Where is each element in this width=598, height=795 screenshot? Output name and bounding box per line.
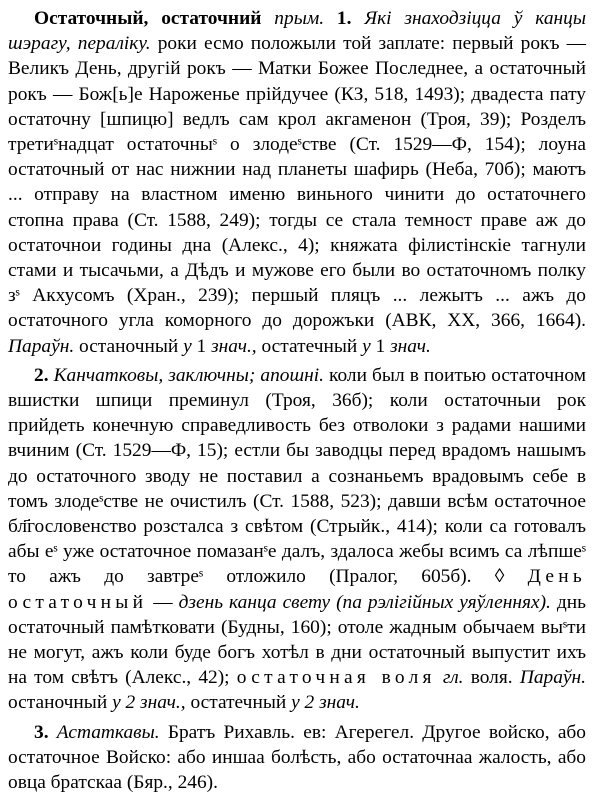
entry-text-fragment: у 2 знач. <box>291 692 360 714</box>
entry-text-fragment <box>324 8 337 29</box>
entry-text-fragment: Параўн. <box>8 335 75 357</box>
entry-text-fragment: останочный <box>74 335 184 357</box>
entry-text-fragment: Якi знаходзiцца ў канцы шэрагу, пераліку. <box>8 8 586 55</box>
entry-text-fragment <box>351 8 364 29</box>
entry-text-fragment: — <box>147 591 179 613</box>
entry-text-fragment: останочный <box>8 692 113 714</box>
entry-text-fragment: 1 <box>370 335 391 357</box>
entry-text-fragment: знач., <box>211 335 257 357</box>
entry-text-fragment: Астаткавы. <box>56 721 160 743</box>
entry-text-fragment: Канчатковы, заключны; апошні. <box>53 364 324 386</box>
entry-text-fragment: 2. <box>34 364 49 386</box>
entry-text-fragment: у 2 знач., <box>112 692 186 714</box>
entry-text-fragment: Параўн. <box>519 667 586 689</box>
entry-sense-1 <box>8 6 586 359</box>
entry-text-fragment <box>261 8 274 29</box>
entry-text-fragment: роки есмо положыли той заплате: первый рокъ — Великъ День, другiй рокъ — Матки Божее Последнее, а остаточный рокъ — Бож[ь]е Нароженье прійдучее (КЗ, 518, 1493); двадеста пату остаточну [шпицю] ведлъ сам крол акгаменон (Троя, 39); Розделъ третиˢнадцат остаточныˢ о злодеˢстве (Ст. 1529—Ф, 154); лоуна остаточный от нас нижнии над планеты шафирь (Неба, 70б); маютъ ... отправу на властном именю виньного чинити до остаточнего стопна права (Ст. 1588, 249); тогды се стала темност праве аж до остаточнои годины дна (Алекс., 4); княжата філистінскіе тагнули стами и тысачьми, а Дѣдъ и мужове его были во остаточномъ полку зˢ Акхусомъ (Хран., 239); першый пляцъ ... лежытъ ... ажъ до остаточного угла коморного до дорожъки (АВК, ХХ, 366, 1664). <box>8 33 586 332</box>
entry-sense-3 <box>8 720 586 795</box>
entry-text-fragment: 1 <box>191 335 212 357</box>
entry-text-fragment: гл. <box>442 667 464 689</box>
entry-text-fragment: у <box>362 335 371 357</box>
entry-text-fragment: у <box>183 335 192 357</box>
entry-text-fragment: Братъ Рихавль. ев: Агерегел. Другое войско, або остаточное Войско: або иншаа болѣсть, або остаточнаа жалость, або овца братскаа (Бяр., 246). <box>8 721 586 794</box>
entry-text-fragment: знач. <box>390 335 431 357</box>
entry-text-fragment: воля. <box>463 667 520 689</box>
entry-text-fragment: 1. <box>336 8 352 29</box>
entry-text-fragment: День остаточный <box>8 566 586 613</box>
entry-text-fragment: дзень канца свету (па рэлігійных уяўленнях). <box>178 591 551 613</box>
entry-text-fragment <box>436 667 443 688</box>
entry-text-fragment: остаточная воля <box>236 667 436 689</box>
entry-text-fragment: Остаточный, остаточний <box>34 8 262 29</box>
entry-text-fragment: днь остаточный памѣтковати (Будны, 160); отоле жадным обычаем выˢти не могут, ажъ коли буде богъ хотѣл в дни остаточный выпустит ихъ на том свѣтъ (Алекс., 42); <box>8 591 586 689</box>
entry-text-fragment: коли был в поитью остаточном вшистки шпици преминул (Троя, 36б); коли остаточныи рок прийдеть конечную справедливость без отволоки з радами нашими вчиним (Ст. 1529—Ф, 15); естли бы заводцы перед врадомъ нашымъ до остаточного зводу не поставил а сознаньемъ врадовымъ себе в томъ злодеˢстве не очистилъ (Ст. 1588, 523); давши всѣм остаточное бл҃гословенство розсталса з свѣтом (Стрыйк., 414); коли са готовалъ абы еˢ уже остаточное помазанˢе далъ, здалоса жебы всимъ са лѣпшеˢ то ажъ до завтреˢ отложило (Пралог, 605б). ◊ <box>8 364 586 588</box>
entry-text-fragment <box>49 722 57 743</box>
entry-text-fragment: прым. <box>274 8 325 29</box>
entry-text-fragment: остатечный <box>185 692 292 714</box>
entry-text-fragment: остатечный <box>256 335 363 357</box>
entry-text-fragment: 3. <box>34 721 49 743</box>
entry-sense-2 <box>8 363 586 716</box>
